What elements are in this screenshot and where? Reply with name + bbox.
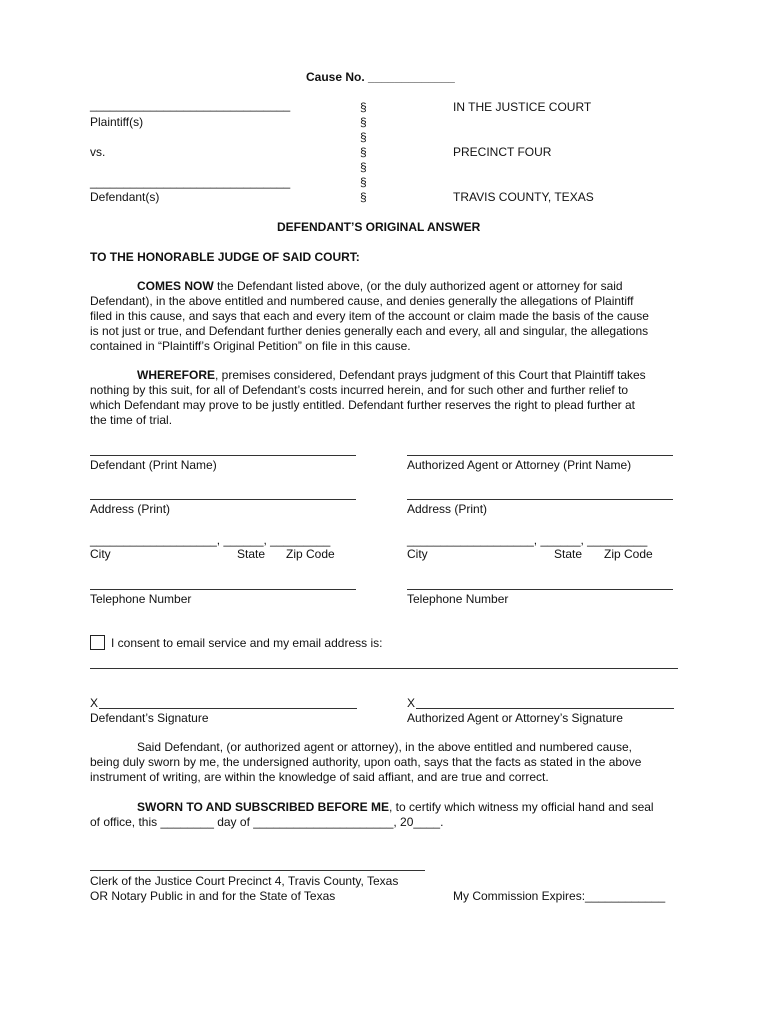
precinct-name: PRECINCT FOUR xyxy=(453,145,552,159)
sworn-line xyxy=(137,800,654,815)
defendant-phone-label: Telephone Number xyxy=(90,592,192,606)
defendant-phone-field[interactable] xyxy=(90,589,356,590)
agent-signature-label: Authorized Agent or Attorney’s Signature xyxy=(407,711,623,725)
para1-line: filed in this cause, and says that each and every item of the account or claim made the basis of the cause xyxy=(90,309,649,323)
court-name: IN THE JUSTICE COURT xyxy=(453,100,592,114)
commission-label: My Commission Expires: xyxy=(453,889,586,903)
county-name: TRAVIS COUNTY, TEXAS xyxy=(453,190,594,204)
defendant-zip-label: Zip Code xyxy=(286,547,335,561)
defendant-signature-field[interactable] xyxy=(99,708,357,709)
agent-state-label: State xyxy=(554,547,583,561)
email-consent-label: I consent to email service and my email address is: xyxy=(111,636,383,650)
cause-number xyxy=(306,70,455,85)
agent-phone-field[interactable] xyxy=(407,589,673,590)
section-symbol: § xyxy=(360,175,367,189)
plaintiff-label: Plaintiff(s) xyxy=(90,115,144,129)
agent-name-label: Authorized Agent or Attorney (Print Name) xyxy=(407,458,632,472)
affidavit-line: being duly sworn by me, the undersigned authority, upon oath, says that the facts as stated in the above xyxy=(90,755,642,769)
cause-blank[interactable]: _____________ xyxy=(368,70,455,84)
agent-city-state-zip-field[interactable]: ___________________, ______, _________ xyxy=(407,533,648,547)
defendant-label: Defendant(s) xyxy=(90,190,160,204)
para2-lead: WHEREFORE xyxy=(137,368,215,382)
plaintiff-line[interactable]: ______________________________ xyxy=(90,98,291,112)
defendant-city-label: City xyxy=(90,547,111,561)
affidavit-line: instrument of writing, are within the knowledge of said affiant, and are true and correct. xyxy=(90,770,549,784)
section-symbol: § xyxy=(360,190,367,204)
section-symbol: § xyxy=(360,130,367,144)
agent-address-label: Address (Print) xyxy=(407,502,488,516)
defendant-city-state-zip-field[interactable]: ___________________, ______, _________ xyxy=(90,533,331,547)
defendant-address-field[interactable] xyxy=(90,499,356,500)
agent-signature-x: X xyxy=(407,696,416,710)
clerk-signature-field[interactable] xyxy=(90,870,425,871)
section-symbol: § xyxy=(360,160,367,174)
agent-name-field[interactable] xyxy=(407,455,673,456)
defendant-address-label: Address (Print) xyxy=(90,502,171,516)
agent-zip-label: Zip Code xyxy=(604,547,653,561)
para2-line: which Defendant may prove to be justly entitled. Defendant further reserves the right to plead further at xyxy=(90,398,635,412)
defendant-name-field[interactable] xyxy=(90,455,356,456)
salutation: TO THE HONORABLE JUDGE OF SAID COURT: xyxy=(90,250,360,264)
section-symbol: § xyxy=(360,145,367,159)
defendant-name-label: Defendant (Print Name) xyxy=(90,458,217,472)
commission-expires xyxy=(453,889,665,904)
para2-line-text: , premises considered, Defendant prays judgment of this Court that Plaintiff takes xyxy=(215,368,646,382)
para1-lead: COMES NOW xyxy=(137,279,214,293)
document-title: DEFENDANT’S ORIGINAL ANSWER xyxy=(277,220,481,234)
section-symbol: § xyxy=(360,100,367,114)
email-consent-checkbox[interactable] xyxy=(90,635,105,650)
agent-phone-label: Telephone Number xyxy=(407,592,509,606)
agent-signature-field[interactable] xyxy=(416,708,674,709)
para1-line: is not just or true, and Defendant further denies generally each and every, all and singular, the allegations xyxy=(90,324,649,338)
clerk-label: Clerk of the Justice Court Precinct 4, Travis County, Texas xyxy=(90,874,399,888)
sworn-line-text: , to certify which witness my official hand and seal xyxy=(389,800,654,814)
commission-blank[interactable]: ____________ xyxy=(585,889,666,903)
defendant-signature-x: X xyxy=(90,696,99,710)
defendant-state-label: State xyxy=(237,547,266,561)
para1-line xyxy=(137,279,623,294)
para1-line: contained in “Plaintiff’s Original Petition” on file in this cause. xyxy=(90,339,411,353)
sworn-date-line[interactable]: of office, this ________ day of _____________________, 20____. xyxy=(90,815,444,829)
para2-line: nothing by this suit, for all of Defendant’s costs incurred herein, and for such other and further relief to xyxy=(90,383,629,397)
section-symbol: § xyxy=(360,115,367,129)
sworn-lead: SWORN TO AND SUBSCRIBED BEFORE ME xyxy=(137,800,390,814)
para2-line: the time of trial. xyxy=(90,413,173,427)
agent-city-label: City xyxy=(407,547,428,561)
notary-label: OR Notary Public in and for the State of Texas xyxy=(90,889,336,903)
para2-line xyxy=(137,368,646,383)
para1-line-text: the Defendant listed above, (or the duly authorized agent or attorney for said xyxy=(213,279,623,293)
vs-label: vs. xyxy=(90,145,106,159)
agent-address-field[interactable] xyxy=(407,499,673,500)
email-address-field[interactable] xyxy=(90,668,678,669)
defendant-signature-label: Defendant’s Signature xyxy=(90,711,209,725)
affidavit-line: Said Defendant, (or authorized agent or attorney), in the above entitled and numbered cause, xyxy=(137,740,632,754)
para1-line: Defendant), in the above entitled and numbered cause, and denies generally the allegations of Plaintiff xyxy=(90,294,634,308)
cause-label: Cause No. xyxy=(306,70,365,84)
defendant-line[interactable]: ______________________________ xyxy=(90,175,291,189)
